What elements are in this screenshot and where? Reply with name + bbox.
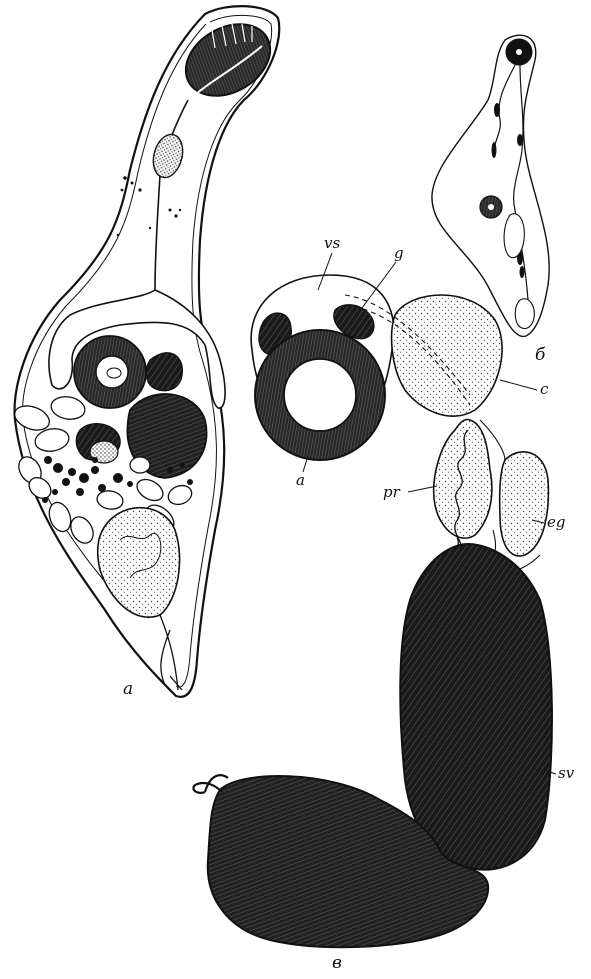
label-vs: vs bbox=[324, 234, 341, 252]
label-pr: pr bbox=[383, 483, 400, 501]
leader-c bbox=[500, 380, 537, 390]
organ-a-lumen bbox=[284, 359, 356, 431]
panel-label-a: а bbox=[123, 679, 134, 699]
worm-b-gonad bbox=[504, 214, 524, 258]
organ-eg-ejaculatory bbox=[500, 452, 549, 556]
leader-pr bbox=[408, 486, 437, 492]
organ-sv-vesicle bbox=[400, 544, 552, 870]
worm-a-ootype bbox=[146, 353, 182, 391]
panel-v-organs bbox=[193, 275, 552, 947]
worm-b-tail-organ bbox=[515, 299, 534, 329]
label-eg: eg bbox=[547, 513, 566, 531]
organ-pr-prostate bbox=[434, 419, 492, 538]
label-sv: sv bbox=[558, 764, 575, 782]
organ-c-sac bbox=[392, 295, 502, 416]
label-a: a bbox=[296, 471, 305, 489]
panel-label-v: в bbox=[332, 953, 342, 973]
panel-label-b: б bbox=[535, 345, 546, 365]
panel-b-juvenile bbox=[432, 35, 549, 336]
worm-b-body-outline bbox=[432, 35, 549, 336]
panel-a-worm bbox=[11, 6, 283, 697]
label-c: c bbox=[540, 380, 549, 398]
label-g: g bbox=[394, 244, 404, 262]
